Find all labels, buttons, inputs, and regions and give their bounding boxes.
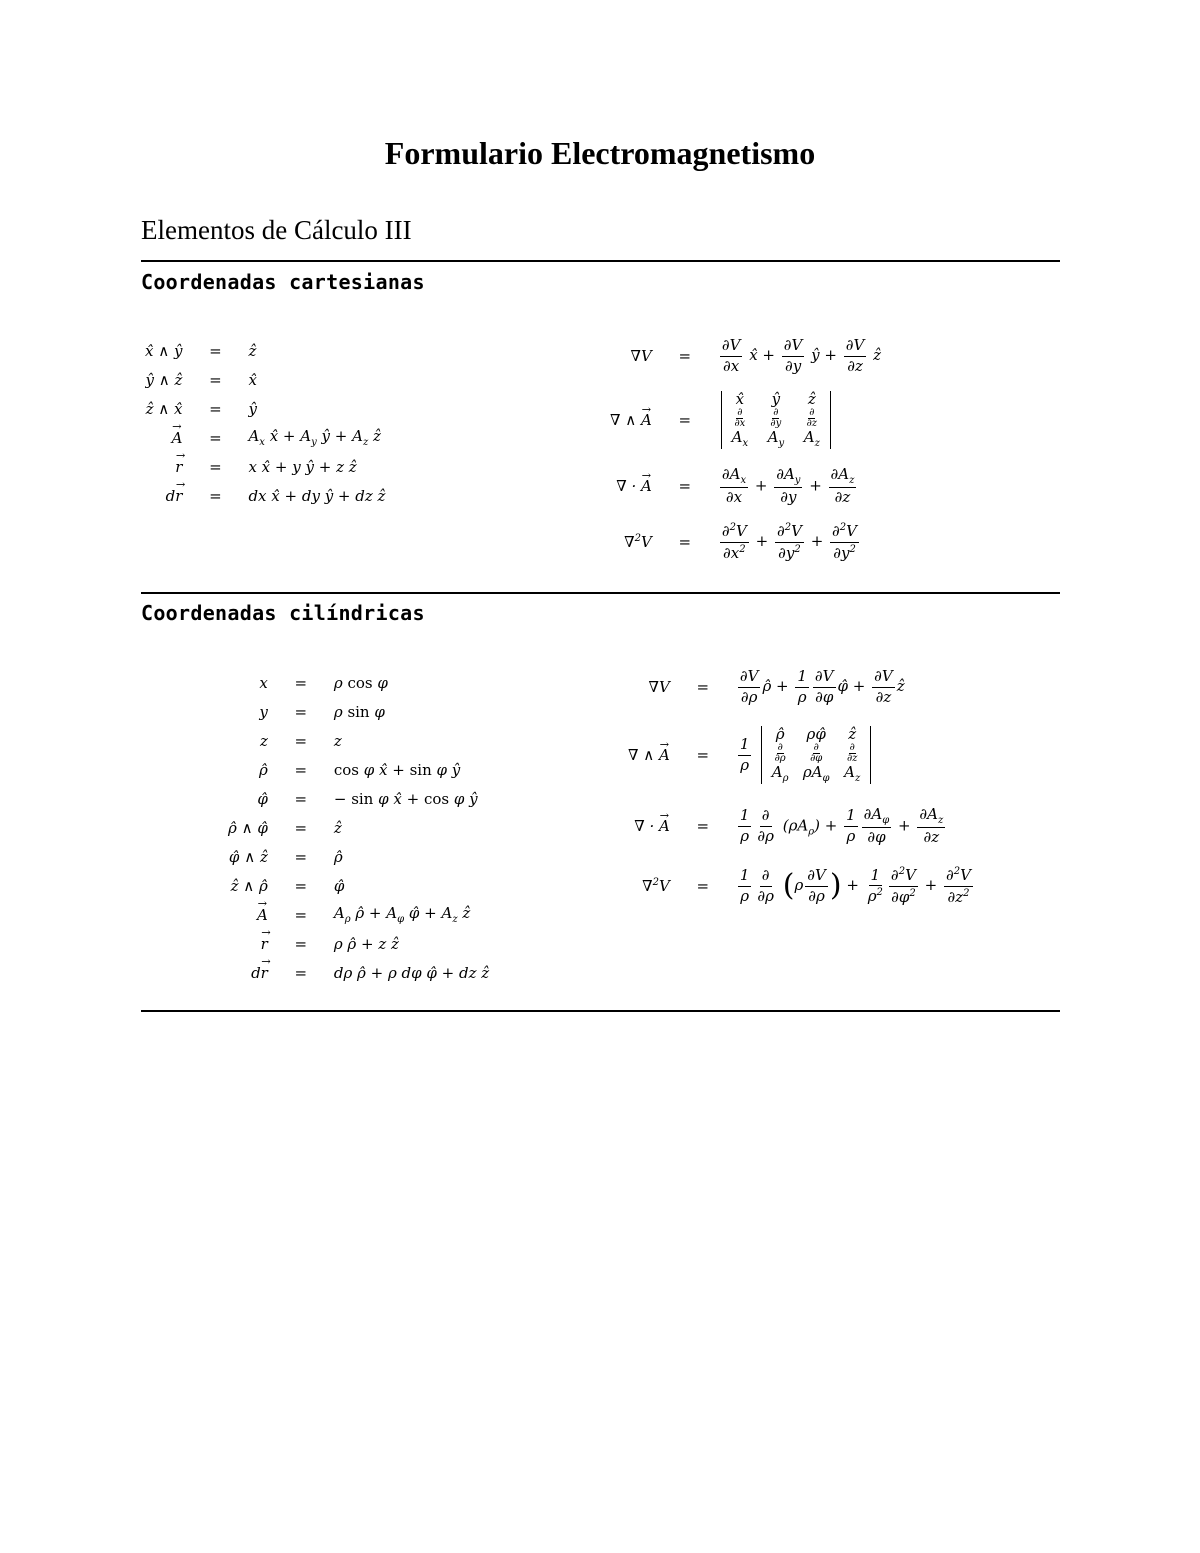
- section-rule-2: [141, 592, 1060, 594]
- page-title: Formulario Electromagnetismo: [384, 135, 816, 171]
- cartesian-basis-equations: x̂ ∧ ŷ = ẑ ŷ ∧ ẑ = x̂ ẑ ∧ x̂ = ŷ → A = $A_x$ x̂ + $A_y$ ŷ + $A_z$ ẑ → r = x x̂ + y ŷ + z ẑ d→ r = dx x̂ + dy ŷ + dz ẑ: [145, 336, 385, 510]
- section-rule-1: [141, 260, 1060, 262]
- subsection-heading-cartesian: Coordenadas cartesianas: [141, 270, 425, 294]
- section-heading: Elementos de Cálculo III: [141, 215, 412, 245]
- cartesian-operator-equations: ∇V = $\frac{\partial V}{\partial x}$ x̂ + $\frac{\partial V}{\partial y}$ ŷ + $\frac{\partial V}{\partial z}$ ẑ ∇ ∧ → A = x̂ ŷ ẑ ∂ ∂x ∂ ∂y ∂ ∂z $A_x$ $A_y$ $A_z$ ∇ · → A = $\frac{\partial A_x}{\partial x}$ + $\frac{\partial A_y}{\partial y}$ + $\frac{\partial A_z}{\partial z}$ ∇$^2$V = $\frac{\partial^2V}{\partial x^2}$ + $\frac{\partial^2V}{\partial y^2}$ + $\frac{\partial^2V}{\partial y^2}$: [610, 330, 881, 570]
- subsection-heading-cylindrical: Coordenadas cilíndricas: [141, 601, 425, 625]
- cylindrical-basis-equations: x = ρ cos φ y = ρ sin φ z = z ρ̂ = cos φ x̂ + sin φ ŷ φ̂ = − sin φ x̂ + cos φ ŷ ρ̂ ∧ φ̂ = ẑ φ̂ ∧ ẑ = ρ̂ ẑ ∧ ρ̂ = φ̂ → A = $A_\rho$ ρ̂ + $A_\varphi$ φ̂ + $A_z$ ẑ → r = ρ ρ̂ + z ẑ d→ r = dρ ρ̂ + ρ dφ φ̂ + dz ẑ: [228, 668, 489, 987]
- cylindrical-operator-equations: ∇V = $\frac{\partial V}{\partial\rho}$ ρ̂ + $\frac{1}{\rho}$ $\frac{\partial V}{\partial\varphi}$ φ̂ + $\frac{\partial V}{\partial z}$ ẑ ∇ ∧ → A = $\frac{1}{\rho}$ ρ̂ ρφ̂ ẑ ∂ ∂ρ ∂ ∂φ ∂ ∂z $A_\rho$ $\rho A_\varphi$ $A_z$ ∇ · → A = $\frac{1}{\rho}$ $\frac{\partial}{\partial\rho}$ $(\rho A_\rho)$ + $\frac{1}{\rho}$ $\frac{\partial A_\varphi}{\partial\varphi}$ + $\frac{\partial A_z}{\partial z}$ ∇$^2$V = $\frac{1}{\rho}$ $\frac{\partial}{\partial\rho}$ (ρ $\frac{\partial V}{\partial\rho}$ ) + $\frac{1}{\rho^2}$ $\frac{\partial^2V}{\partial\varphi^2}$ + $\frac{\partial^2V}{\partial z^2}$: [628, 660, 975, 916]
- section-rule-3: [141, 1010, 1060, 1012]
